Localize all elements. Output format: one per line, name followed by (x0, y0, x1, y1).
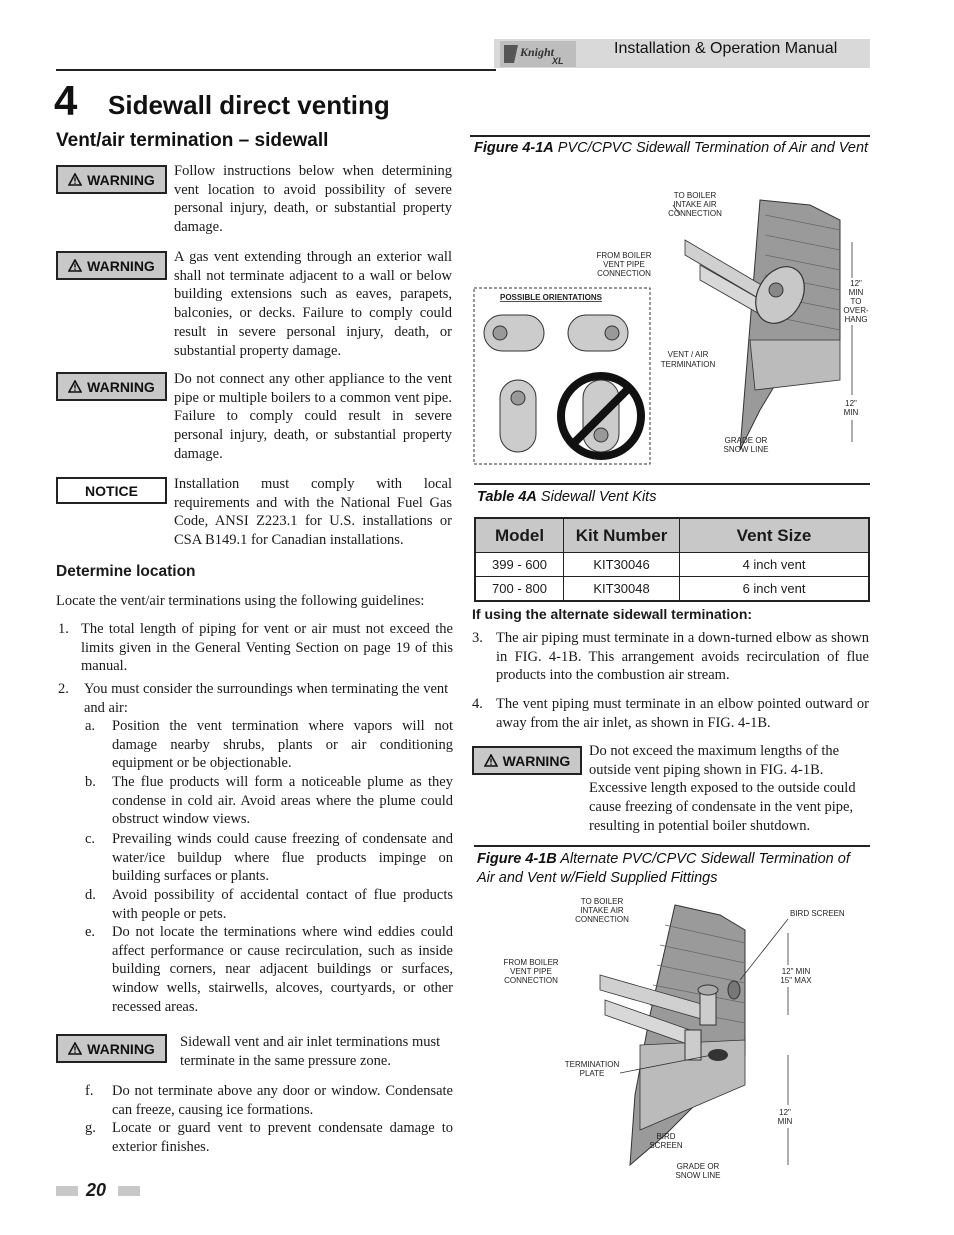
orientation-vertical (500, 380, 536, 452)
min12-label-2: MIN (777, 1117, 793, 1126)
overhang-label-4: OVER- (843, 306, 869, 315)
vent-label-2: VENT PIPE (603, 260, 645, 269)
figure-label: Figure 4-1A (474, 140, 554, 156)
manual-title: Installation & Operation Manual (614, 40, 838, 57)
table-cell: 700 - 800 (475, 577, 564, 602)
warning-triangle-icon (484, 754, 498, 767)
table-label: Table 4A (477, 489, 537, 505)
figure-rule (474, 845, 870, 847)
warning-badge-4 (56, 1034, 167, 1063)
orientation-label: POSSIBLE ORIENTATIONS (500, 293, 602, 302)
brick-wall (740, 200, 840, 450)
warning-label: WARNING (87, 378, 155, 395)
plate-label-2: PLATE (579, 1069, 605, 1078)
prohibited-orientation-icon (561, 376, 641, 456)
figure-caption-text: PVC/CPVC Sidewall Termination of Air and Vent (553, 140, 869, 156)
list-number: 1. (58, 621, 69, 637)
warning-badge-5 (472, 746, 582, 775)
grade-min-label-1: 12" (845, 399, 857, 408)
min-max-label-2: 15" MAX (780, 976, 812, 985)
list-letter: g. (85, 1120, 96, 1136)
warning-label: WARNING (87, 1040, 155, 1057)
warning-triangle-icon (68, 1042, 82, 1055)
table-rule (474, 483, 870, 485)
warning-label: WARNING (87, 171, 155, 188)
list-item: The air piping must terminate in a down-turned elbow as shown in FIG. 4-1B. This arrangement avoids recirculation of flue products into the combustion air stream. (496, 630, 869, 684)
termination-label-2: TERMINATION (660, 360, 716, 369)
grade-label-1: GRADE OR (724, 436, 768, 445)
orientation-horizontal-1 (484, 315, 544, 351)
table-cell: KIT30046 (564, 553, 680, 577)
notice-text: Installation must comply with local requirements and with the National Fuel Gas Code, ANSI Z223.1 for U.S. installations or CSA B149.1 for Canadian installations. (174, 476, 452, 549)
figure-4-1a-caption (474, 139, 870, 158)
figure-label: Figure 4-1B (477, 851, 557, 867)
list-letter: e. (85, 924, 96, 940)
chapter-title: Sidewall direct venting (108, 90, 390, 120)
sidewall-vent-kits-table (474, 517, 870, 602)
table-header: Vent Size (680, 518, 870, 553)
bird-screen-label: BIRD SCREEN (790, 909, 845, 918)
table-header: Model (475, 518, 564, 553)
bird-screen (728, 981, 740, 999)
svg-text:Knight: Knight (520, 45, 555, 59)
header-rule (56, 69, 496, 71)
downturn-elbow (685, 1030, 701, 1060)
table-cell: 399 - 600 (475, 553, 564, 577)
list-subitem: Prevailing winds could cause freezing of condensate and water/ice buildup where flue products impinge on building surfaces or plants. (112, 831, 453, 885)
intake-label-3: CONNECTION (575, 915, 629, 924)
termination-label-1: VENT / AIR (667, 350, 709, 359)
elbow-opening (698, 985, 718, 995)
overhang-label-2: MIN (848, 288, 864, 297)
list-item: The total length of piping for vent or air must not exceed the limits given in the General Venting Section on page 19 of this manual. (81, 621, 453, 675)
intake-label-1: TO BOILER (673, 191, 717, 200)
bird-screen-bottom-label-2: SCREEN (649, 1141, 683, 1150)
table-row (475, 577, 869, 602)
list-number: 4. (472, 696, 483, 712)
vent-label-3: CONNECTION (597, 269, 651, 278)
plate-label-1: TERMINATION (564, 1060, 620, 1069)
intake-label-2: INTAKE AIR (673, 200, 717, 209)
min12-label-1: 12" (779, 1108, 791, 1117)
vent-label-1: FROM BOILER (503, 958, 559, 967)
warning-badge-1 (56, 165, 167, 194)
list-letter: b. (85, 774, 96, 790)
table-cell: KIT30048 (564, 577, 680, 602)
grade-label-2: SNOW LINE (675, 1171, 721, 1180)
table-cell: 4 inch vent (680, 553, 870, 577)
warning-label: WARNING (502, 752, 571, 769)
warning-triangle-icon (68, 173, 82, 186)
min-max-label-1: 12" MIN (781, 967, 811, 976)
vent-label-1: FROM BOILER (596, 251, 652, 260)
list-subitem: Avoid possibility of accidental contact of flue products with people or pets. (112, 887, 453, 922)
figure-caption-text: Alternate PVC/CPVC Sidewall Termination of Air and Vent w/Field Supplied Fittings (477, 851, 850, 886)
footer-bar-right (118, 1186, 140, 1196)
list-letter: c. (85, 831, 96, 847)
warning-text-3: Do not connect any other appliance to the vent pipe or multiple boilers to a common vent pipe. Failure to comply could result in severe personal injury, death, or substantial property damage. (174, 371, 452, 462)
list-letter: d. (85, 887, 96, 903)
intake-label-1: TO BOILER (580, 897, 624, 906)
list-number: 3. (472, 630, 483, 646)
termination-opening (769, 283, 783, 297)
table-caption-text: Sidewall Vent Kits (536, 489, 657, 505)
table-4a-caption (477, 488, 870, 507)
list-letter: f. (85, 1083, 94, 1099)
overhang-label-1: 12" (850, 279, 862, 288)
determine-intro: Locate the vent/air terminations using the following guidelines: (56, 593, 425, 609)
section-title: Vent/air termination – sidewall (56, 130, 329, 151)
figure-4-1b-diagram (490, 895, 870, 1185)
warning-label: WARNING (87, 257, 155, 274)
warning-text-2: A gas vent extending through an exterior wall shall not terminate adjacent to a wall or below building extensions such as eaves, parapets, balconies, or decks. Failure to comply could result in severe personal injury, death, or substantial property damage. (174, 249, 452, 359)
list-subitem: Position the vent termination where vapors will not damage nearby shrubs, plants or air conditioning equipment or be objectionable. (112, 718, 453, 772)
list-number: 2. (58, 681, 69, 697)
vent-label-3: CONNECTION (504, 976, 558, 985)
svg-text:XL: XL (552, 56, 564, 66)
warning-text-4: Sidewall vent and air inlet terminations must terminate in the same pressure zone. (180, 1034, 441, 1069)
warning-triangle-icon (68, 259, 82, 272)
grade-label-2: SNOW LINE (723, 445, 769, 454)
footer-bar-left (56, 1186, 78, 1196)
page-number: 20 (86, 1180, 107, 1200)
foundation (750, 340, 840, 390)
list-subitem: Do not locate the terminations where wind eddies could affect performance or cause recirculation, such as inside building corners, near adjacent buildings or surfaces, window wells, stairwells, alcoves, courtyards, or other recessed areas. (112, 924, 453, 1015)
determine-location-heading: Determine location (56, 563, 196, 580)
intake-label-2: INTAKE AIR (580, 906, 624, 915)
list-letter: a. (85, 718, 96, 734)
orientation-horizontal-2 (568, 315, 628, 351)
overhang-label-3: TO (850, 297, 862, 306)
figure-4-1b-caption (477, 850, 870, 888)
warning-triangle-icon (68, 380, 82, 393)
grade-min-label-2: MIN (843, 408, 859, 417)
list-subitem: Locate or guard vent to prevent condensate damage to exterior finishes. (112, 1120, 453, 1155)
table-header-row (475, 518, 869, 553)
list-item: You must consider the surroundings when terminating the vent and air: (84, 681, 449, 716)
brand-logo (500, 41, 576, 67)
figure-4-1a-diagram (470, 180, 870, 470)
vent-label-2: VENT PIPE (510, 967, 552, 976)
warning-badge-2 (56, 251, 167, 280)
warning-text-5: Do not exceed the maximum lengths of the outside vent piping shown in FIG. 4-1B. Excessive length exposed to the outside could cause freezing of condensate in the vent pipe, resulting in potential boiler shutdown. (589, 743, 856, 834)
warning-text-1: Follow instructions below when determining vent location to avoid possibility of severe personal injury, death, or substantial property damage. (174, 163, 452, 236)
overhang-label-5: HANG (844, 315, 868, 324)
intake-label-3: CONNECTION (668, 209, 722, 218)
alternate-heading: If using the alternate sidewall termination: (472, 606, 753, 622)
warning-badge-3 (56, 372, 167, 401)
bird-screen-bottom-label-1: BIRD (656, 1132, 676, 1141)
list-item: The vent piping must terminate in an elbow pointed outward or away from the air inlet, as shown in FIG. 4-1B. (496, 696, 869, 731)
list-subitem: The flue products will form a noticeable plume as they condense in cold air. Avoid areas where the plume could obstruct window views. (112, 774, 453, 828)
list-subitem: Do not terminate above any door or window. Condensate can freeze, causing ice formations. (112, 1083, 453, 1118)
table-header: Kit Number (564, 518, 680, 553)
table-row (475, 553, 869, 577)
figure-rule (470, 135, 870, 137)
notice-badge: NOTICE (56, 477, 167, 504)
chapter-number: 4 (54, 77, 78, 124)
table-cell: 6 inch vent (680, 577, 870, 602)
grade-label-1: GRADE OR (676, 1162, 720, 1171)
